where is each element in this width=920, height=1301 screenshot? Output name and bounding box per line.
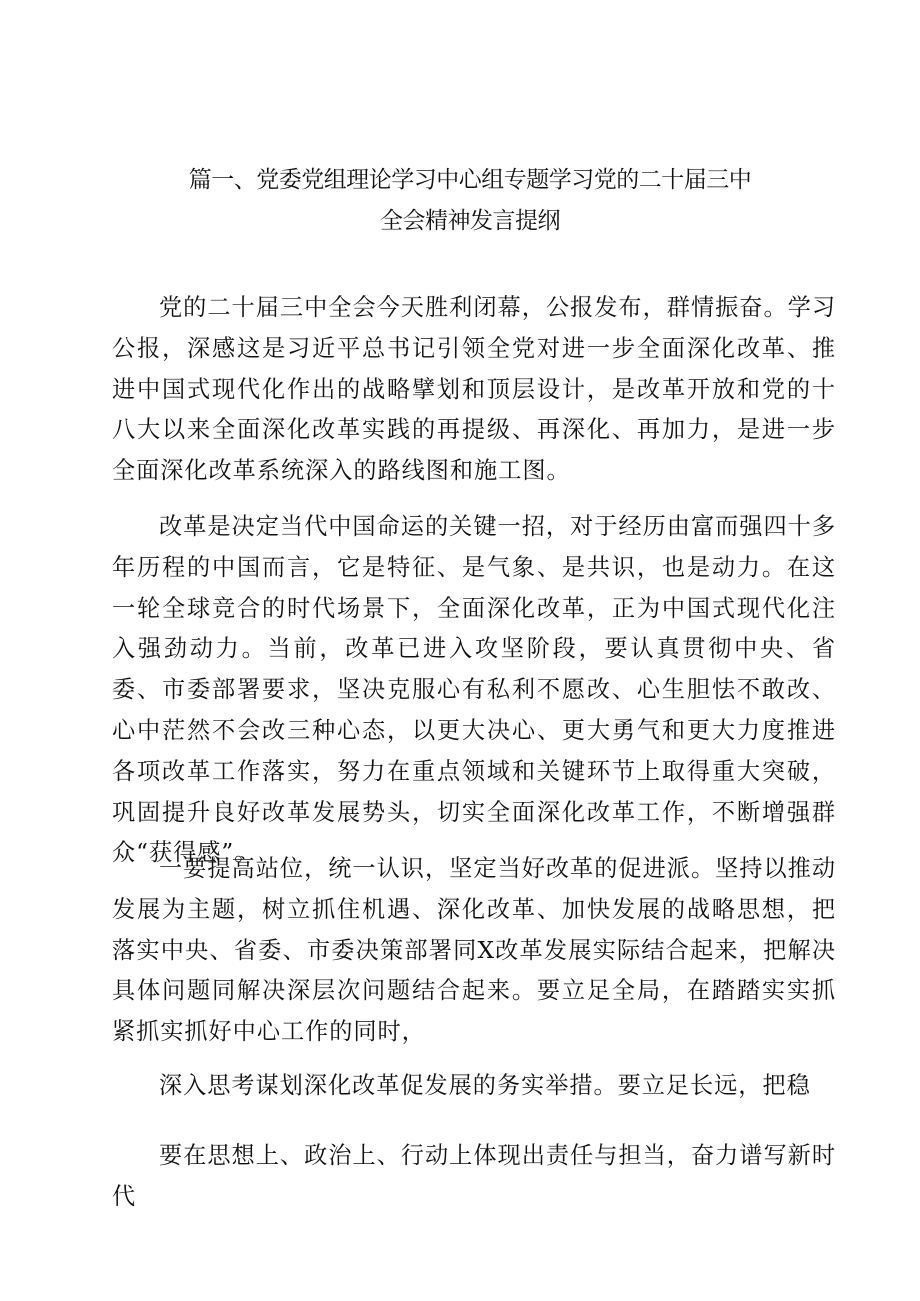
document-title-line-2: 全会精神发言提纲 [380,208,560,234]
paragraph-1: 党的二十届三中全会今天胜利闭幕，公报发布，群情振奋。学习公报，深感这是习近平总书记引领全党对进一步全面深化改革、推进中国式现代化作出的战略擘划和顶层设计，是改革开放和党的十八大以来全面深化改革实践的再提级、再深化、再加力，是进一步全面深化改革系统深入的路线图和施工图。 [112,294,836,485]
paragraph-3: 一要提高站位，统一认识，坚定当好改革的促进派。坚持以推动发展为主题，树立抓住机遇、深化改革、加快发展的战略思想，把落实中央、省委、市委决策部署同X改革发展实际结合起来，把解决具体问题同解决深层次问题结合起来。要立足全局，在踏踏实实抓紧抓实抓好中心工作的同时， [112,855,836,1046]
document-title-line-1: 篇一、党委党组理论学习中心组专题学习党的二十届三中 [188,167,752,193]
paragraph-2: 改革是决定当代中国命运的关键一招，对于经历由富而强四十多年历程的中国而言，它是特征、是气象、是共识，也是动力。在这一轮全球竞合的时代场景下，全面深化改革，正为中国式现代化注入强劲动力。当前，改革已进入攻坚阶段，要认真贯彻中央、省委、市委部署要求，坚决克服心有私利不愿改、心生胆怯不敢改、心中茫然不会改三种心态，以更大决心、更大勇气和更大力度推进各项改革工作落实，努力在重点领域和关键环节上取得重大突破，巩固提升良好改革发展势头，切实全面深化改革工作，不断增强群众“获得感”。 [112,513,836,867]
paragraph-5: 要在思想上、政治上、行动上体现出责任与担当，奋力谱写新时代 [112,1142,836,1210]
paragraph-4: 深入思考谋划深化改革促发展的务实举措。要立足长远，把稳 [159,1072,811,1099]
